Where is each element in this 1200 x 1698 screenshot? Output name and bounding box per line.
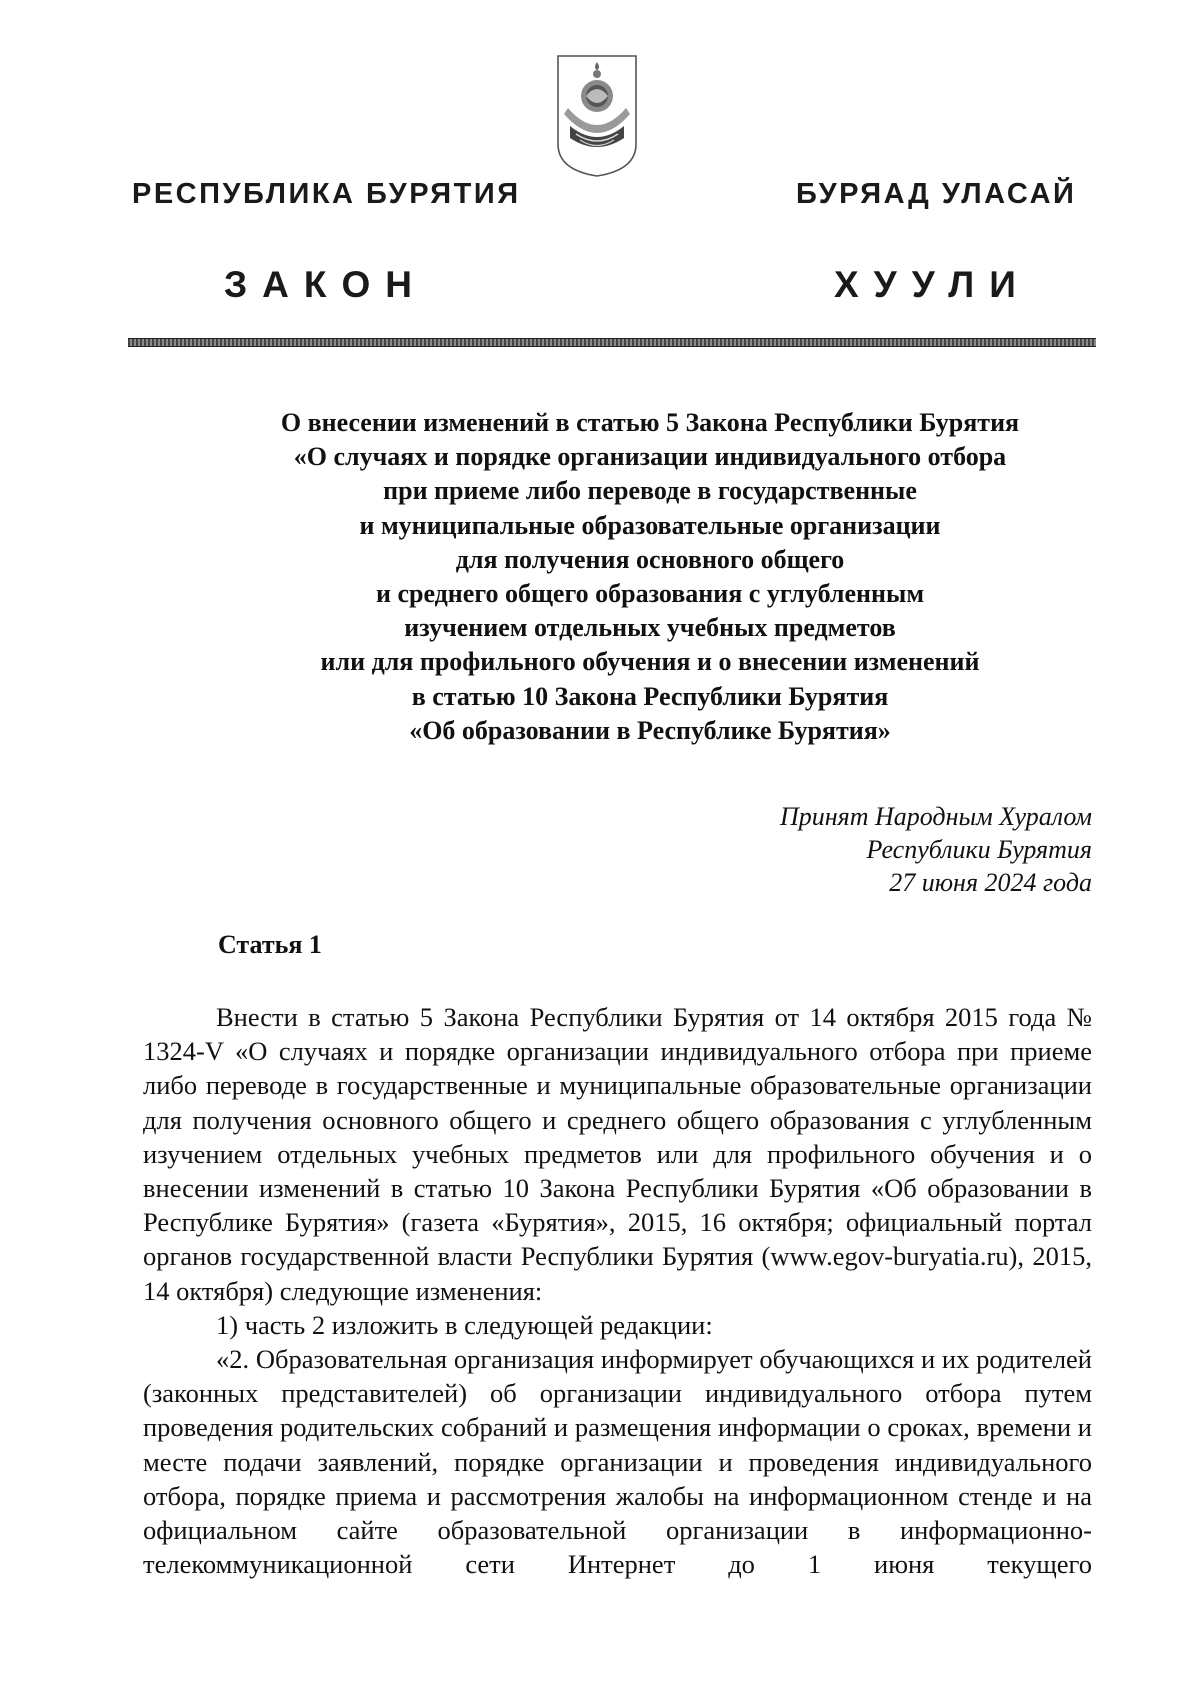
title-line: в статью 10 Закона Республики Бурятия bbox=[411, 681, 889, 711]
title-line: О внесении изменений в статью 5 Закона Республики Бурятия bbox=[280, 408, 1020, 437]
title-line: и муниципальные образовательные организации bbox=[359, 510, 941, 540]
title-line: и среднего общего образования с углубленным bbox=[375, 579, 925, 609]
header-divider bbox=[128, 338, 1096, 347]
law-title bbox=[150, 406, 1150, 748]
doc-type-buryat: ХУУЛИ bbox=[834, 264, 1031, 305]
article-body bbox=[143, 1000, 1092, 1581]
title-line: изучением отдельных учебных предметов bbox=[404, 613, 896, 643]
coat-of-arms-icon bbox=[554, 52, 640, 180]
adoption-line: Принят Народным Хуралом bbox=[779, 802, 1092, 831]
republic-name-buryat: БУРЯАД УЛАСАЙ bbox=[796, 178, 1077, 210]
title-line: «Об образовании в Республике Бурятия» bbox=[409, 715, 891, 745]
doc-type-russian: ЗАКОН bbox=[224, 264, 427, 305]
article-paragraph: 1) часть 2 изложить в следующей редакции: bbox=[216, 1309, 713, 1340]
adoption-date: 27 июня 2024 года bbox=[889, 868, 1092, 897]
article-heading: Статья 1 bbox=[218, 930, 322, 959]
article-paragraph: «2. Образовательная организация информирует обучающихся и их родителей (законных представителей) об организации индивидуального отбора путем проведения родительских собраний и размещения информации о сроках, времени и месте подачи заявлений, порядке организации и проведения индивидуального отбора, порядке приема и рассмотрения жалобы на информационном стенде и на официальном сайте образовательной организации в информационно-телекоммуникационной сети Интернет до 1 июня текущего bbox=[143, 1344, 1092, 1580]
adoption-line: Республики Бурятия bbox=[866, 835, 1092, 864]
title-line: для получения основного общего bbox=[455, 544, 845, 574]
title-line: или для профильного обучения и о внесении изменений bbox=[320, 647, 980, 677]
title-line: «О случаях и порядке организации индивидуального отбора bbox=[293, 442, 1007, 472]
title-line: при приеме либо переводе в государственные bbox=[383, 476, 917, 506]
republic-name-russian: РЕСПУБЛИКА БУРЯТИЯ bbox=[132, 178, 521, 210]
article-paragraph: Внести в статью 5 Закона Республики Бурятия от 14 октября 2015 года № 1324-V «О случаях и порядке организации индивидуального отбора при приеме либо переводе в государственные и муниципальные образовательные организации для получения основного общего и среднего общего образования с углубленным изучением отдельных учебных предметов или для профильного обучения и о внесении изменений в статью 10 Закона Республики Бурятия «Об образовании в Республике Бурятия» (газета «Бурятия», 2015, 16 октября; официальный портал органов государственной власти Республики Бурятия (www.egov-buryatia.ru), 2015, 14 октября) следующие изменения: bbox=[143, 1002, 1092, 1306]
adoption-note bbox=[780, 800, 1092, 899]
